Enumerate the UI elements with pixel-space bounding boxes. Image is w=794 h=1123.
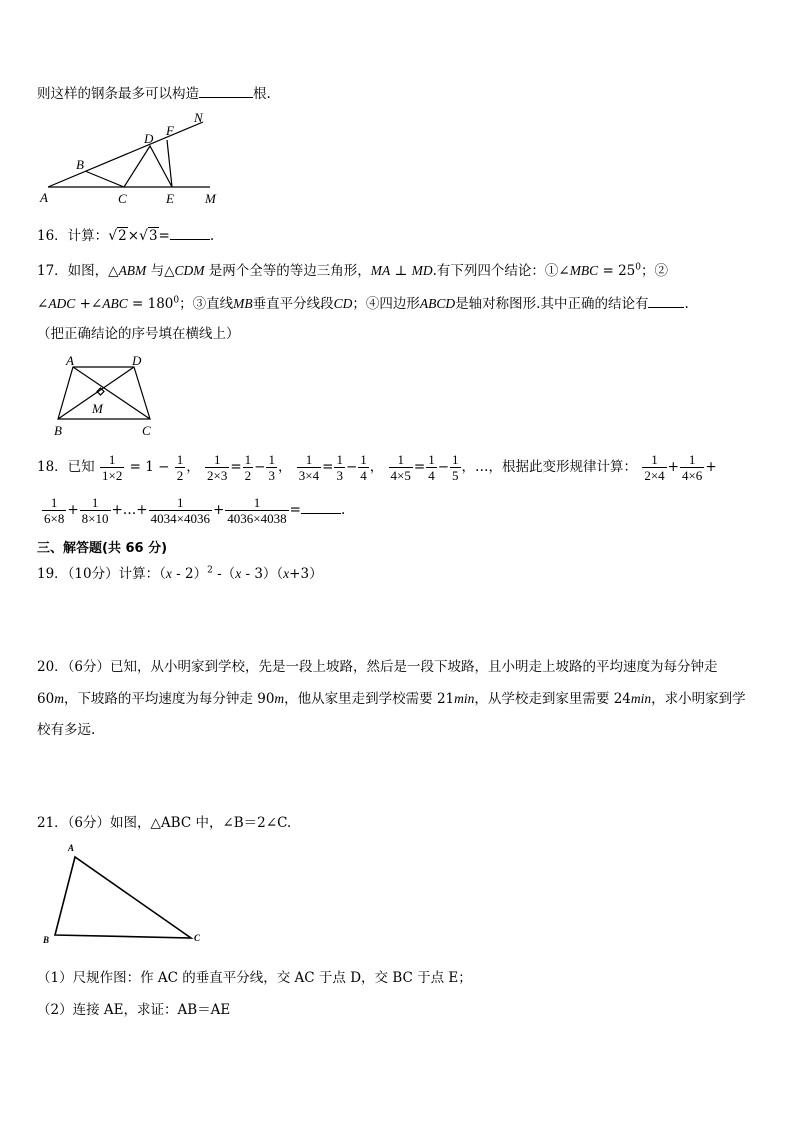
q18-line2 <box>41 495 345 526</box>
q18-text: + <box>212 502 225 518</box>
label-M: M <box>92 401 103 416</box>
label-E: E <box>166 191 174 206</box>
label-C: C <box>118 191 127 206</box>
q17-text: 垂直平分线段 <box>252 296 334 312</box>
q15-text-pre: 则这样的钢条最多可以构造 <box>37 86 199 102</box>
numerator: 1 <box>452 452 459 467</box>
q19-text: 19．（10分）计算：（ <box>37 566 166 582</box>
label-A: A <box>66 353 74 368</box>
answer-blank[interactable] <box>170 225 210 240</box>
radicand-3: 3 <box>148 228 158 244</box>
numerator: 1 <box>91 495 99 510</box>
denominator: 8×10 <box>81 511 109 526</box>
q18-text: ，…，根据此变形规律计算： <box>461 459 638 475</box>
q20-text: ，他从家里走到学校需要 21 <box>284 691 455 707</box>
denominator: 4 <box>428 468 435 483</box>
var-x: x <box>235 566 242 581</box>
q16-num: 16．计算： <box>37 228 109 244</box>
numerator: 1 <box>688 452 696 467</box>
unit-m: m <box>54 691 64 706</box>
fraction <box>149 495 212 526</box>
q18-text: = <box>322 459 334 475</box>
q17-text: 是两个全等的等边三角形， <box>204 263 371 279</box>
q17-line1 <box>37 259 668 279</box>
label-N: N <box>194 110 203 125</box>
q16-post: . <box>209 228 215 244</box>
quadrilateral-abcd <box>58 367 150 419</box>
label-C: C <box>142 423 151 438</box>
denominator: 1×2 <box>101 468 123 483</box>
triangle-cdm: CDM <box>174 263 205 278</box>
q18-text: ， <box>277 459 292 475</box>
q18-text: − <box>437 459 450 475</box>
q17-text: 是轴对称图形.其中正确的结论有 <box>455 296 649 312</box>
label-F: F <box>166 123 174 138</box>
degree-sup: 0 <box>635 262 641 273</box>
fraction <box>642 452 666 483</box>
fraction <box>42 495 66 526</box>
q18-text: + <box>667 459 679 475</box>
denominator: 3×4 <box>298 468 320 483</box>
fraction <box>225 495 288 526</box>
denominator: 5 <box>452 468 459 483</box>
q21-part2: （2）连接 AE，求证：AB＝AE <box>37 1002 231 1018</box>
q19-text: - 2） <box>171 566 208 582</box>
q15-text-post: 根. <box>253 86 271 102</box>
q18-text: − <box>345 459 358 475</box>
q18-text: + <box>67 502 79 518</box>
fraction <box>80 495 111 526</box>
line-mb: MB <box>233 296 253 311</box>
q18-text: . <box>340 502 346 518</box>
fraction <box>266 452 277 483</box>
segment-cd: CD <box>333 296 353 311</box>
q18-text: + <box>705 459 717 475</box>
denominator: 4034×4036 <box>150 511 210 526</box>
q18-text: = <box>289 502 301 518</box>
diagonal-ac <box>73 367 150 419</box>
q20-text: ，下坡路的平均速度为每分钟走 90 <box>63 691 275 707</box>
q19-text: -（ <box>212 566 236 582</box>
fraction <box>334 452 345 483</box>
numerator: 1 <box>651 452 658 467</box>
degree-sup: 0 <box>173 295 180 306</box>
q19-text: - 3）（ <box>241 566 284 582</box>
steel-bars <box>85 140 172 187</box>
numerator: 1 <box>176 452 184 467</box>
denominator: 4 <box>360 468 367 483</box>
fraction <box>100 452 124 483</box>
denominator: 4×5 <box>390 468 411 483</box>
label-M: M <box>205 191 216 206</box>
fraction <box>297 452 321 483</box>
q17-text: 与△ <box>146 263 175 279</box>
numerator: 1 <box>428 452 435 467</box>
q18-text: +…+ <box>111 502 148 518</box>
label-A: A <box>40 190 48 205</box>
angle-abc: ABC <box>102 296 128 311</box>
fraction <box>175 452 186 483</box>
label-C: C <box>194 933 201 943</box>
numerator: 1 <box>397 452 404 467</box>
denominator: 2 <box>176 468 184 483</box>
denominator: 6×8 <box>44 511 65 526</box>
q18-text: ， <box>369 459 384 475</box>
fraction <box>243 452 254 483</box>
numerator: 1 <box>253 495 261 510</box>
q18-text: = <box>230 459 242 475</box>
q20-line1: 20．（6分）已知，从小明家到学校，先是一段上坡路，然后是一段下坡路，且小明走上坡路的平均速度为每分钟走 <box>37 659 718 675</box>
q17-text: . <box>684 296 689 312</box>
radicand-2: 2 <box>118 228 127 244</box>
q17-text: ；② <box>641 263 668 279</box>
label-A: A <box>68 843 75 853</box>
q21-line1: 21．（6分）如图，△ABC 中，∠B＝2∠C. <box>37 815 292 831</box>
q16-line <box>37 224 214 244</box>
q17-line3: （把正确结论的序号填在横线上） <box>37 326 240 342</box>
q18-text: 18．已知 <box>37 459 95 475</box>
quad-abcd: ABCD <box>419 296 456 311</box>
denominator: 3 <box>268 468 275 483</box>
fraction <box>205 452 229 483</box>
q19-line <box>37 562 323 582</box>
unit-m: m <box>274 691 285 706</box>
sqrt-icon: √ <box>139 228 148 244</box>
q21-part1: （1）尺规作图：作 AC 的垂直平分线，交 AC 于点 D，交 BC 于点 E； <box>37 970 472 986</box>
exponent: 2 <box>207 565 213 576</box>
numerator: 1 <box>108 452 116 467</box>
q15-tail-line <box>37 82 271 102</box>
angle-adc: ADC <box>48 296 76 311</box>
fraction <box>426 452 437 483</box>
q18-text: = 1 − <box>129 459 170 475</box>
q20-text: 60 <box>37 691 55 707</box>
q17-text: ；③直线 <box>179 296 234 312</box>
q19-text: +3） <box>289 566 323 582</box>
segment-ma: MA <box>370 263 391 278</box>
denominator: 2 <box>244 468 252 483</box>
q18-text: ， <box>186 459 200 475</box>
q17-text: +∠ <box>75 296 103 312</box>
numerator: 1 <box>213 452 221 467</box>
denominator: 2×4 <box>644 468 665 483</box>
unit-min: min <box>630 691 652 706</box>
answer-blank[interactable] <box>648 293 684 308</box>
q20-line2 <box>37 687 746 707</box>
q20-text: ，从学校走到家里需要 24 <box>474 691 631 707</box>
denominator: 3 <box>336 468 343 483</box>
label-B: B <box>54 423 62 438</box>
answer-blank[interactable] <box>301 499 341 514</box>
label-B: B <box>76 157 84 172</box>
numerator: 1 <box>305 452 313 467</box>
q17-line2 <box>37 292 689 312</box>
numerator: 1 <box>177 495 184 510</box>
perp-sign: ⊥ <box>390 263 412 279</box>
section-heading: 三、解答题(共 66 分) <box>37 541 168 556</box>
q17-text: ∠ <box>37 296 49 312</box>
times-sign: × <box>127 228 140 244</box>
label-D: D <box>144 131 154 146</box>
triangle-abc <box>55 857 191 938</box>
fraction <box>680 452 704 483</box>
numerator: 1 <box>244 452 252 467</box>
q18-text: − <box>254 459 266 475</box>
numerator: 1 <box>268 452 275 467</box>
q17-value: = 180 <box>127 296 174 312</box>
var-x: x <box>165 566 172 581</box>
figure-q21 <box>48 852 201 943</box>
fraction <box>358 452 369 483</box>
fraction <box>389 452 413 483</box>
q20-line3: 校有多远. <box>37 722 96 738</box>
denominator: 4×6 <box>681 468 703 483</box>
label-B: B <box>43 935 50 945</box>
triangle-abm: ABM <box>118 263 147 278</box>
numerator: 1 <box>360 452 367 467</box>
q17-value: = 25 <box>598 263 636 279</box>
q20-text: ，求小明家到学 <box>651 691 746 707</box>
equals-sign: = <box>158 228 170 244</box>
answer-blank[interactable] <box>199 83 253 98</box>
label-D: D <box>132 353 142 368</box>
sqrt-icon: √ <box>108 228 118 244</box>
angle-mbc: MBC <box>569 263 599 278</box>
q17-text: ；④四边形 <box>352 296 420 312</box>
denominator: 4036×4038 <box>227 511 287 526</box>
numerator: 1 <box>50 495 58 510</box>
numerator: 1 <box>336 452 343 467</box>
q17-text: 17．如图，△ <box>37 263 119 279</box>
ray-AN <box>48 122 203 187</box>
fraction <box>450 452 461 483</box>
denominator: 2×3 <box>207 468 228 483</box>
q18-line1 <box>37 452 717 483</box>
q18-text: = <box>413 459 426 475</box>
segment-md: MD <box>411 263 433 278</box>
q17-text: .有下列四个结论：①∠ <box>432 263 570 279</box>
var-x: x <box>283 566 290 581</box>
unit-min: min <box>454 691 475 706</box>
